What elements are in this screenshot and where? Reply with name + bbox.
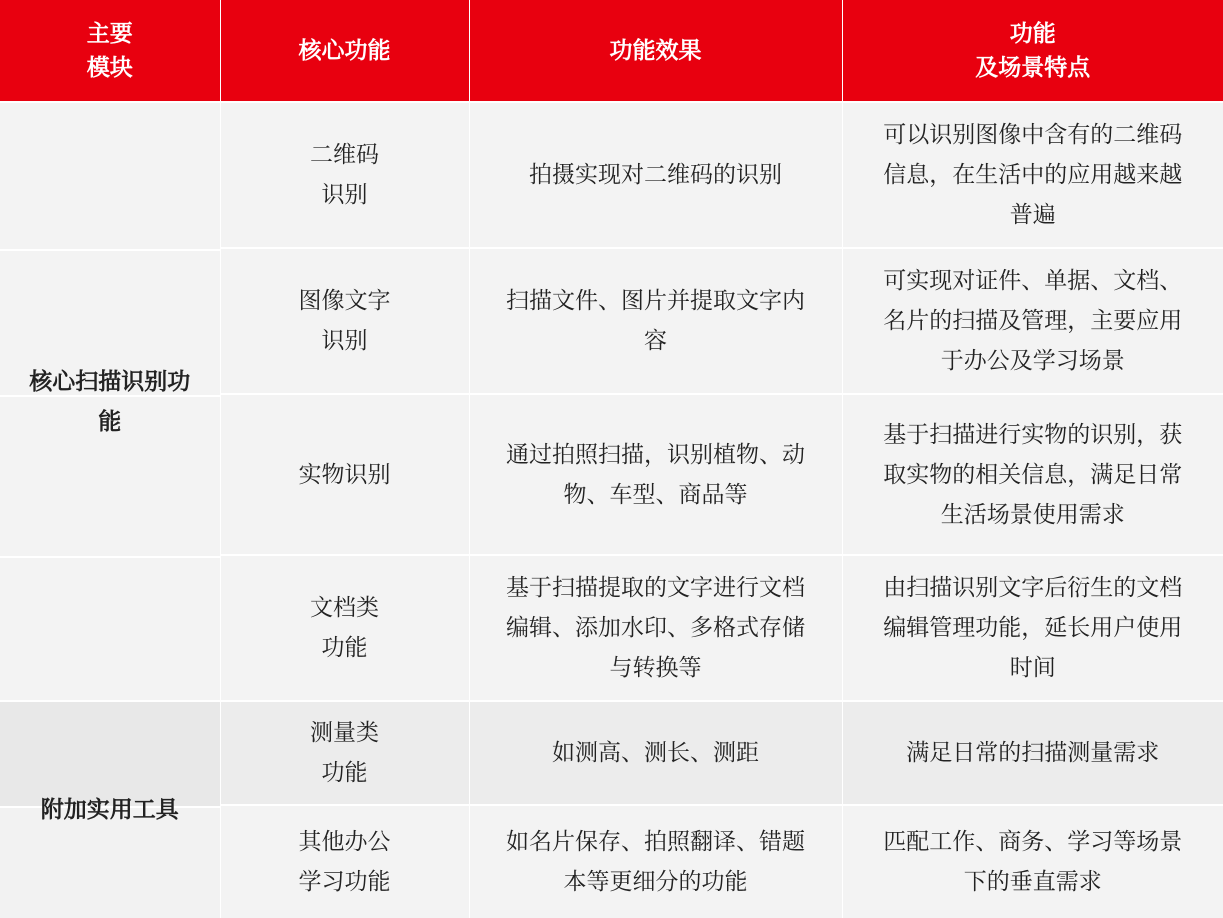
header-row [0,0,1223,102]
scenario-cell: 基于扫描进行实物的识别，获 取实物的相关信息，满足日常 生活场景使用需求 [842,394,1223,555]
effect-cell: 扫描文件、图片并提取文字内 容 [469,248,842,394]
effect-cell: 如名片保存、拍照翻译、错题 本等更细分的功能 [469,805,842,918]
table-body [0,102,1223,918]
table-row [0,102,1223,248]
feature-cell: 其他办公 学习功能 [220,805,469,918]
header-core-feature: 核心功能 [220,0,469,102]
feature-cell: 文档类 功能 [220,555,469,701]
effect-cell: 基于扫描提取的文字进行文档 编辑、添加水印、多格式存储 与转换等 [469,555,842,701]
scenario-cell: 可实现对证件、单据、文档、 名片的扫描及管理，主要应用 于办公及学习场景 [842,248,1223,394]
module-cell-extra-tools: 附加实用工具 [0,701,220,918]
scenario-cell: 由扫描识别文字后衍生的文档 编辑管理功能，延长用户使用 时间 [842,555,1223,701]
effect-cell: 通过拍照扫描，识别植物、动 物、车型、商品等 [469,394,842,555]
module-cell-core-scanning: 核心扫描识别功 能 [0,102,220,701]
feature-cell: 图像文字 识别 [220,248,469,394]
table-row [0,701,1223,805]
feature-cell: 二维码 识别 [220,102,469,248]
feature-cell: 实物识别 [220,394,469,555]
table-header [0,0,1223,102]
feature-cell: 测量类 功能 [220,701,469,805]
header-effect: 功能效果 [469,0,842,102]
scenario-cell: 满足日常的扫描测量需求 [842,701,1223,805]
effect-cell: 拍摄实现对二维码的识别 [469,102,842,248]
scenario-cell: 匹配工作、商务、学习等场景 下的垂直需求 [842,805,1223,918]
scenario-cell: 可以识别图像中含有的二维码 信息，在生活中的应用越来越 普遍 [842,102,1223,248]
effect-cell: 如测高、测长、测距 [469,701,842,805]
header-module: 主要 模块 [0,0,220,102]
header-scenario: 功能 及场景特点 [842,0,1223,102]
